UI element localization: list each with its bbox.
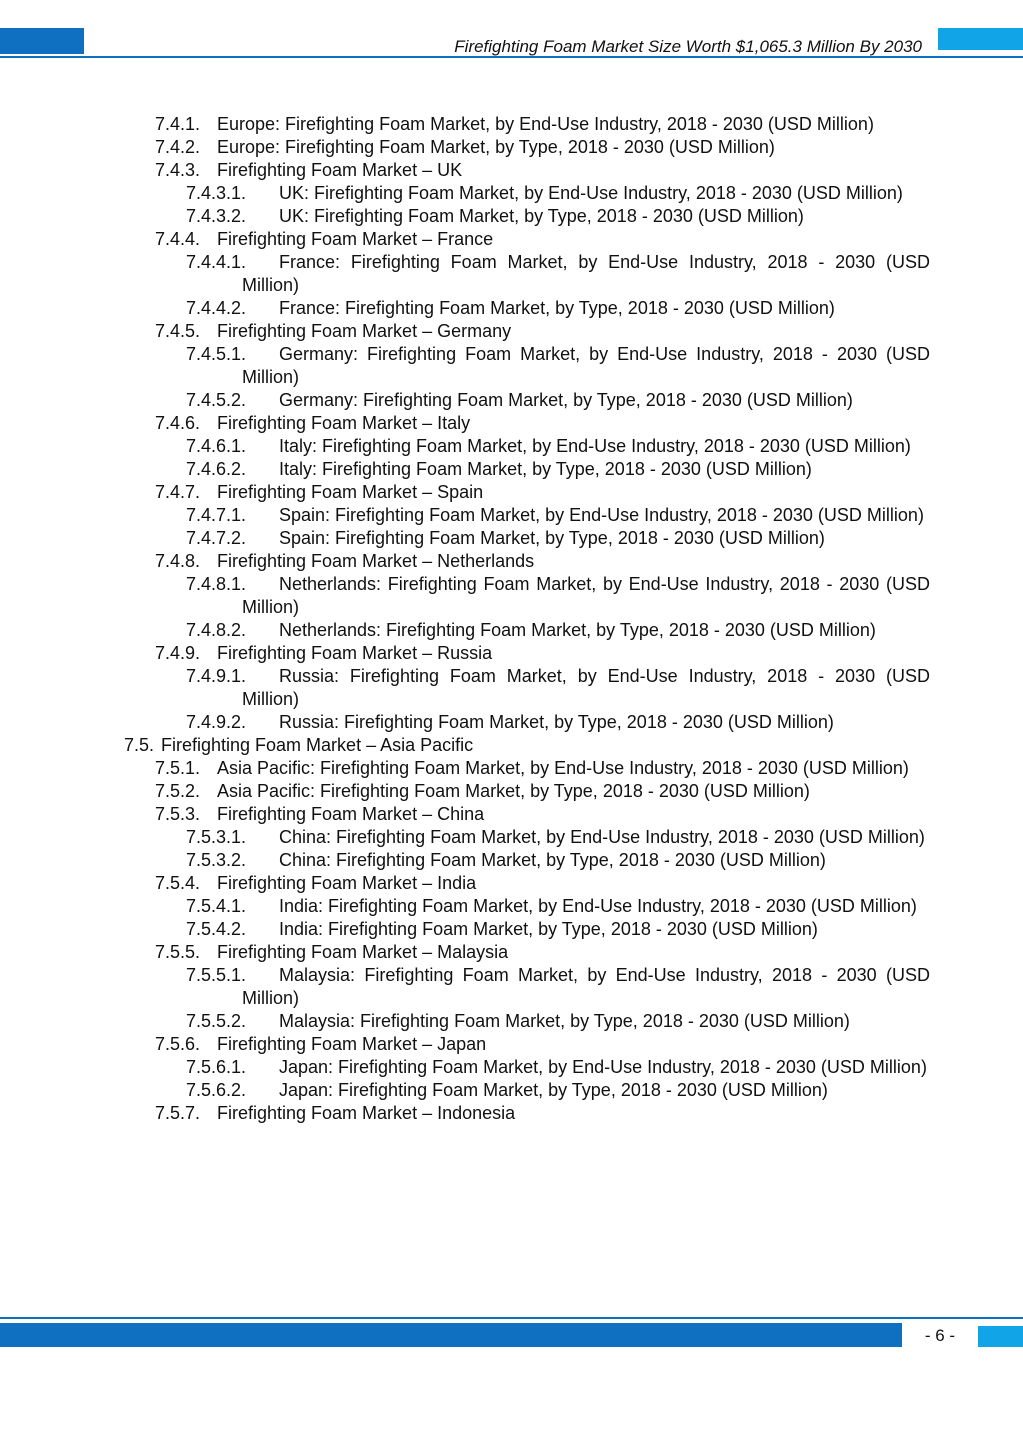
toc-entry-number: 7.5.7. [155, 1103, 201, 1123]
toc-entry-title: China: Firefighting Foam Market, by End-Use Industry, 2018 - 2030 (USD Million) [279, 827, 925, 847]
toc-entry-number: 7.5.6.2. [186, 1080, 247, 1100]
toc-entry-title: Firefighting Foam Market – Asia Pacific [161, 735, 474, 755]
toc-entry-number: 7.4.7. [155, 482, 201, 502]
toc-entry[interactable] [0, 665, 1023, 711]
toc-entry-title: Netherlands: Firefighting Foam Market, by End-Use Industry, 2018 - 2030 (USD Million) [242, 574, 930, 617]
toc-entry-title: Spain: Firefighting Foam Market, by Type, 2018 - 2030 (USD Million) [279, 528, 825, 548]
footer-rule [0, 1317, 1023, 1319]
toc-entry-number: 7.4.5. [155, 321, 201, 341]
toc-entry[interactable] [0, 895, 1023, 918]
toc-entry-number: 7.4.6.1. [186, 436, 247, 456]
toc-entry-number: 7.4.3.1. [186, 183, 247, 203]
toc-entry-number: 7.4.6. [155, 413, 201, 433]
toc-entry-title: Asia Pacific: Firefighting Foam Market, by Type, 2018 - 2030 (USD Million) [217, 781, 810, 801]
toc-entry-number: 7.5.6. [155, 1034, 201, 1054]
toc-entry-number: 7.4.6.2. [186, 459, 247, 479]
toc-entry-title: UK: Firefighting Foam Market, by End-Use Industry, 2018 - 2030 (USD Million) [279, 183, 903, 203]
toc-entry-number: 7.4.3.2. [186, 206, 247, 226]
toc-entry[interactable] [0, 412, 1023, 435]
toc-entry[interactable] [0, 1079, 1023, 1102]
toc-entry-title: Firefighting Foam Market – Russia [217, 643, 493, 663]
toc-entry-title: Italy: Firefighting Foam Market, by Type, 2018 - 2030 (USD Million) [279, 459, 812, 479]
toc-entry-number: 7.4.4. [155, 229, 201, 249]
header-accent-left [0, 28, 84, 54]
toc-entry-title: France: Firefighting Foam Market, by Type, 2018 - 2030 (USD Million) [279, 298, 835, 318]
toc-entry-title: Firefighting Foam Market – India [217, 873, 477, 893]
toc-entry-number: 7.4.5.1. [186, 344, 247, 364]
toc-entry-title: Firefighting Foam Market – Malaysia [217, 942, 509, 962]
toc-entry-number: 7.4.4.1. [186, 252, 247, 272]
toc-entry-number: 7.5.6.1. [186, 1057, 247, 1077]
toc-entry-number: 7.5.4. [155, 873, 201, 893]
toc-entry[interactable] [0, 251, 1023, 297]
footer-band [0, 1323, 902, 1347]
toc-entry-number: 7.5.5.1. [186, 965, 247, 985]
toc-entry-title: India: Firefighting Foam Market, by Type, 2018 - 2030 (USD Million) [279, 919, 818, 939]
toc-entry[interactable] [0, 182, 1023, 205]
toc-entry-number: 7.5.2. [155, 781, 201, 801]
toc-entry-title: France: Firefighting Foam Market, by End-Use Industry, 2018 - 2030 (USD Million) [242, 252, 930, 295]
toc-entry-title: Germany: Firefighting Foam Market, by End-Use Industry, 2018 - 2030 (USD Million) [242, 344, 930, 387]
toc-entry-number: 7.4.8.1. [186, 574, 247, 594]
toc-entry[interactable] [0, 642, 1023, 665]
toc-entry-title: Firefighting Foam Market – Germany [217, 321, 512, 341]
toc-entry-number: 7.5.5.2. [186, 1011, 247, 1031]
toc-entry-number: 7.5.4.1. [186, 896, 247, 916]
toc-entry-title: Asia Pacific: Firefighting Foam Market, by End-Use Industry, 2018 - 2030 (USD Million) [217, 758, 909, 778]
toc-entry[interactable] [0, 435, 1023, 458]
toc-entry[interactable] [0, 389, 1023, 412]
toc-entry[interactable] [0, 619, 1023, 642]
toc-entry[interactable] [0, 941, 1023, 964]
toc-entry[interactable] [0, 803, 1023, 826]
toc-entry-number: 7.4.3. [155, 160, 201, 180]
toc-entry-title: Japan: Firefighting Foam Market, by End-Use Industry, 2018 - 2030 (USD Million) [279, 1057, 927, 1077]
toc-entry-title: Germany: Firefighting Foam Market, by Type, 2018 - 2030 (USD Million) [279, 390, 853, 410]
toc-entry[interactable] [0, 320, 1023, 343]
toc-entry-number: 7.4.2. [155, 137, 201, 157]
toc-entry[interactable] [0, 504, 1023, 527]
toc-entry-number: 7.5.5. [155, 942, 201, 962]
toc-entry-title: Europe: Firefighting Foam Market, by Type, 2018 - 2030 (USD Million) [217, 137, 775, 157]
toc-entry[interactable] [0, 1102, 1023, 1125]
toc-entry-number: 7.4.9. [155, 643, 201, 663]
toc-entry[interactable] [0, 228, 1023, 251]
toc-entry-number: 7.4.8.2. [186, 620, 247, 640]
toc-entry-number: 7.5.3.1. [186, 827, 247, 847]
toc-entry[interactable] [0, 1056, 1023, 1079]
table-of-contents [0, 113, 1023, 1125]
toc-entry-number: 7.5.1. [155, 758, 201, 778]
toc-entry-title: Spain: Firefighting Foam Market, by End-Use Industry, 2018 - 2030 (USD Million) [279, 505, 924, 525]
toc-entry-title: Japan: Firefighting Foam Market, by Type, 2018 - 2030 (USD Million) [279, 1080, 828, 1100]
toc-entry-title: Firefighting Foam Market – Spain [217, 482, 484, 502]
toc-entry-title: Firefighting Foam Market – Italy [217, 413, 471, 433]
toc-entry-title: Firefighting Foam Market – China [217, 804, 485, 824]
toc-entry[interactable] [0, 297, 1023, 320]
toc-entry-number: 7.5.3.2. [186, 850, 247, 870]
toc-entry[interactable] [0, 964, 1023, 1010]
toc-entry-title: Italy: Firefighting Foam Market, by End-Use Industry, 2018 - 2030 (USD Million) [279, 436, 911, 456]
toc-entry[interactable] [0, 205, 1023, 228]
running-header-title: Firefighting Foam Market Size Worth $1,065.3 Million By 2030 [454, 37, 922, 56]
toc-entry-title: Firefighting Foam Market – Japan [217, 1034, 487, 1054]
toc-entry[interactable] [0, 343, 1023, 389]
toc-entry[interactable] [0, 1033, 1023, 1056]
toc-entry-title: Firefighting Foam Market – Indonesia [217, 1103, 516, 1123]
toc-entry-number: 7.5.4.2. [186, 919, 247, 939]
toc-entry-number: 7.5. [124, 735, 155, 755]
toc-entry[interactable] [0, 826, 1023, 849]
toc-entry-number: 7.4.4.2. [186, 298, 247, 318]
toc-entry-number: 7.4.7.2. [186, 528, 247, 548]
toc-entry-title: Firefighting Foam Market – UK [217, 160, 463, 180]
toc-entry-title: Russia: Firefighting Foam Market, by Type, 2018 - 2030 (USD Million) [279, 712, 834, 732]
toc-entry[interactable] [0, 481, 1023, 504]
toc-entry-title: Europe: Firefighting Foam Market, by End-Use Industry, 2018 - 2030 (USD Million) [217, 114, 874, 134]
toc-entry-title: Malaysia: Firefighting Foam Market, by Type, 2018 - 2030 (USD Million) [279, 1011, 850, 1031]
toc-entry-number: 7.4.9.1. [186, 666, 247, 686]
toc-entry[interactable] [0, 734, 1023, 757]
toc-entry-title: China: Firefighting Foam Market, by Type, 2018 - 2030 (USD Million) [279, 850, 826, 870]
page-number: - 6 - [924, 1326, 956, 1345]
toc-entry[interactable] [0, 780, 1023, 803]
toc-entry-title: Russia: Firefighting Foam Market, by End-Use Industry, 2018 - 2030 (USD Million) [242, 666, 930, 709]
toc-entry-number: 7.4.1. [155, 114, 201, 134]
toc-entry[interactable] [0, 527, 1023, 550]
toc-entry-number: 7.4.9.2. [186, 712, 247, 732]
toc-entry[interactable] [0, 918, 1023, 941]
toc-entry-title: India: Firefighting Foam Market, by End-Use Industry, 2018 - 2030 (USD Million) [279, 896, 917, 916]
toc-entry[interactable] [0, 711, 1023, 734]
toc-entry[interactable] [0, 573, 1023, 619]
toc-entry-title: Firefighting Foam Market – France [217, 229, 494, 249]
toc-entry[interactable] [0, 757, 1023, 780]
toc-entry[interactable] [0, 849, 1023, 872]
footer-accent-right [978, 1326, 1023, 1347]
toc-entry-title: Firefighting Foam Market – Netherlands [217, 551, 535, 571]
toc-entry-title: Netherlands: Firefighting Foam Market, by Type, 2018 - 2030 (USD Million) [279, 620, 876, 640]
toc-entry[interactable] [0, 872, 1023, 895]
header-rule [0, 56, 1023, 58]
toc-entry-number: 7.5.3. [155, 804, 201, 824]
toc-entry-number: 7.4.8. [155, 551, 201, 571]
toc-entry[interactable] [0, 159, 1023, 182]
toc-entry[interactable] [0, 136, 1023, 159]
toc-entry[interactable] [0, 1010, 1023, 1033]
toc-entry-number: 7.4.7.1. [186, 505, 247, 525]
header-accent-right [938, 28, 1023, 50]
toc-entry-number: 7.4.5.2. [186, 390, 247, 410]
toc-entry[interactable] [0, 458, 1023, 481]
toc-entry-title: Malaysia: Firefighting Foam Market, by End-Use Industry, 2018 - 2030 (USD Million) [242, 965, 930, 1008]
toc-entry-title: UK: Firefighting Foam Market, by Type, 2018 - 2030 (USD Million) [279, 206, 804, 226]
toc-entry[interactable] [0, 113, 1023, 136]
toc-entry[interactable] [0, 550, 1023, 573]
